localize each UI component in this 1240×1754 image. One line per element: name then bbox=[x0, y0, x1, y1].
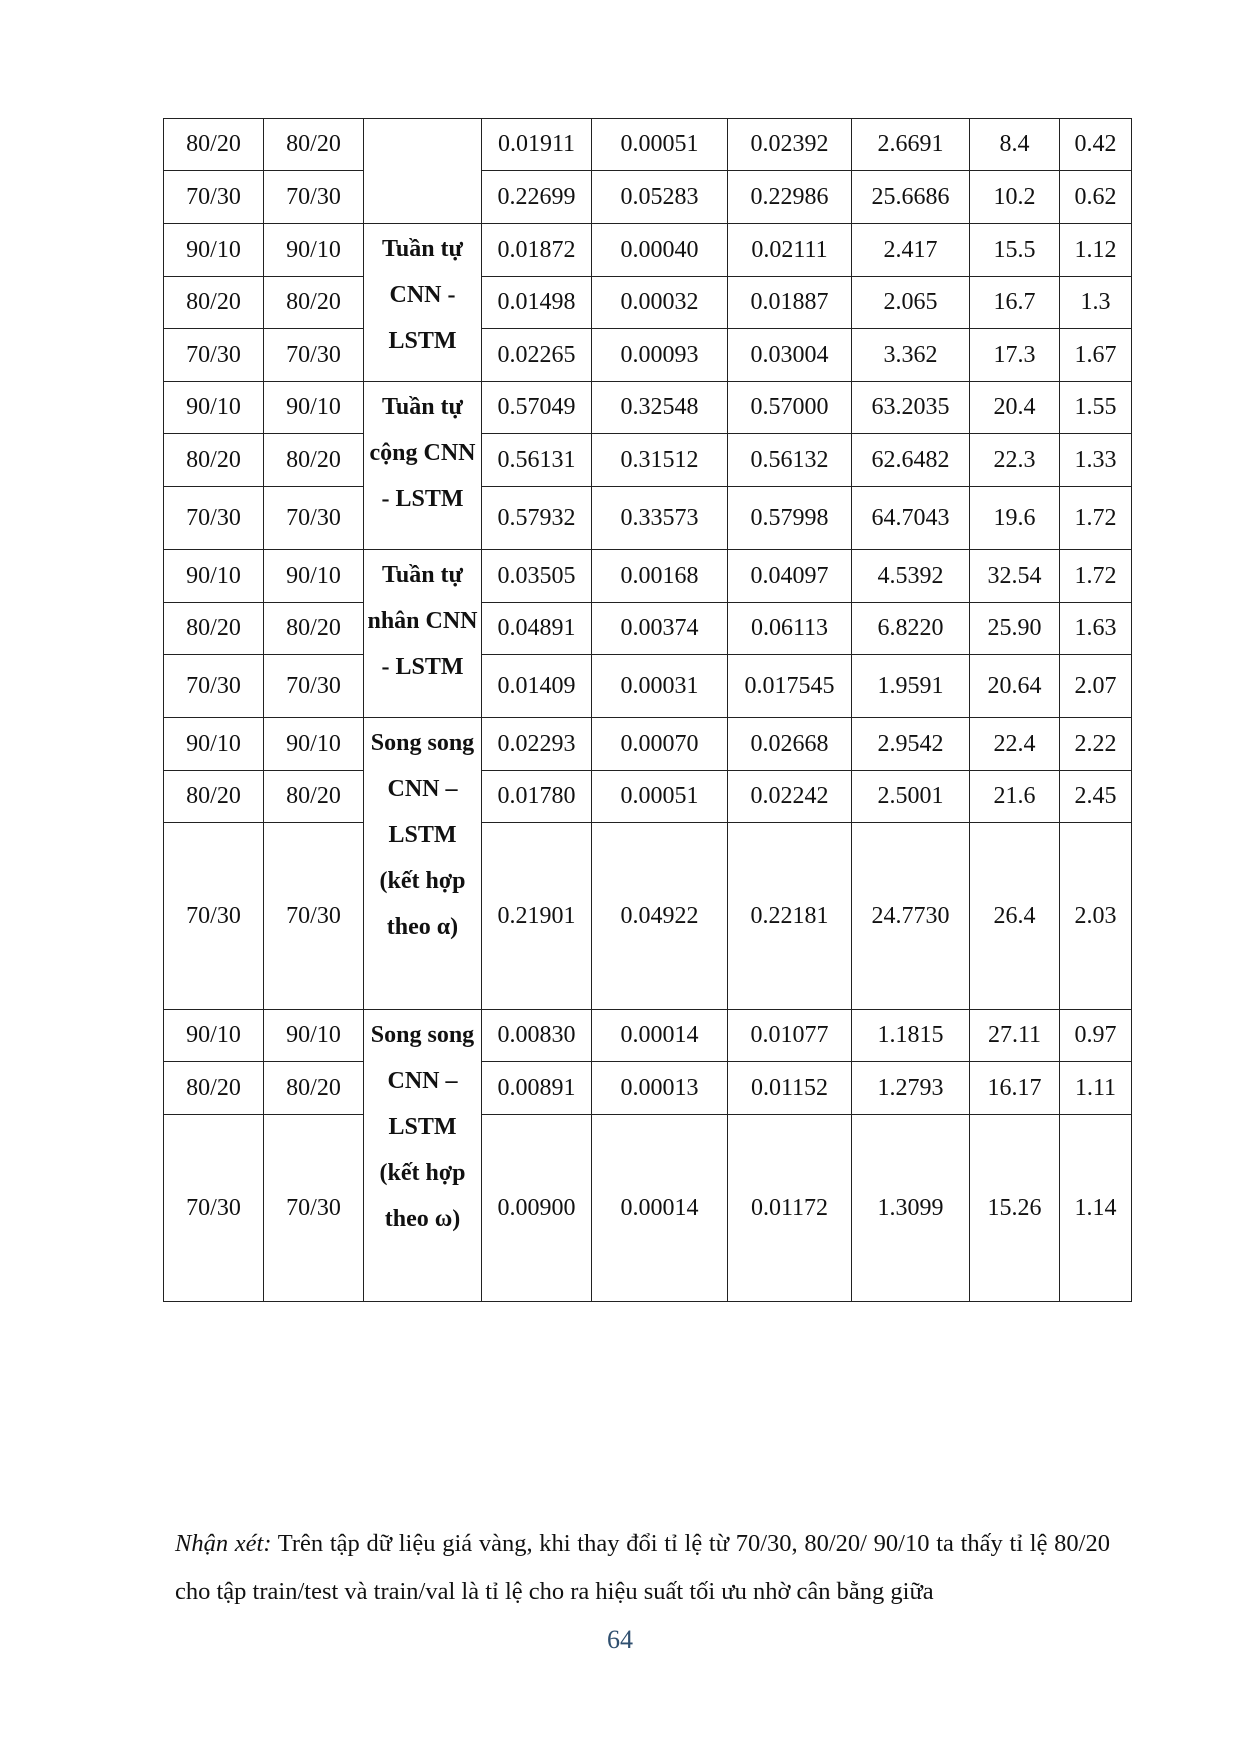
split-train-val-cell: 80/20 bbox=[264, 119, 364, 171]
split-train-test-cell: 80/20 bbox=[164, 119, 264, 171]
metric-value-cell: 1.14 bbox=[1060, 1115, 1132, 1302]
metric-value-cell: 0.57932 bbox=[482, 487, 592, 550]
model-name-cell: Song song CNN – LSTM (kết hợp theo α) bbox=[364, 718, 482, 1010]
commentary-text: Trên tập dữ liệu giá vàng, khi thay đổi tỉ lệ từ 70/30, 80/20/ 90/10 ta thấy tỉ lệ 80/20 cho tập train/test và train/val là tỉ lệ cho ra hiệu suất tối ưu nhờ cân bằng giữa bbox=[175, 1529, 1110, 1605]
metric-value-cell: 2.07 bbox=[1060, 655, 1132, 718]
metric-value-cell: 0.02392 bbox=[728, 119, 852, 171]
metric-value-cell: 0.01872 bbox=[482, 224, 592, 277]
metric-value-cell: 15.5 bbox=[970, 224, 1060, 277]
metric-value-cell: 0.31512 bbox=[592, 434, 728, 487]
metric-value-cell: 0.32548 bbox=[592, 382, 728, 434]
table-row bbox=[164, 718, 1132, 771]
metric-value-cell: 0.01911 bbox=[482, 119, 592, 171]
split-train-val-cell: 70/30 bbox=[264, 823, 364, 1010]
split-train-val-cell: 80/20 bbox=[264, 771, 364, 823]
table-body bbox=[164, 119, 1132, 1302]
split-train-val-cell: 80/20 bbox=[264, 434, 364, 487]
metric-value-cell: 24.7730 bbox=[852, 823, 970, 1010]
metric-value-cell: 0.00014 bbox=[592, 1115, 728, 1302]
metric-value-cell: 0.00168 bbox=[592, 550, 728, 603]
model-name-cell bbox=[364, 119, 482, 224]
split-train-test-cell: 80/20 bbox=[164, 1062, 264, 1115]
table-row bbox=[164, 1010, 1132, 1062]
metric-value-cell: 32.54 bbox=[970, 550, 1060, 603]
metric-value-cell: 0.57049 bbox=[482, 382, 592, 434]
metric-value-cell: 22.4 bbox=[970, 718, 1060, 771]
split-train-test-cell: 70/30 bbox=[164, 487, 264, 550]
metric-value-cell: 0.57000 bbox=[728, 382, 852, 434]
split-train-val-cell: 70/30 bbox=[264, 329, 364, 382]
results-table bbox=[163, 118, 1132, 1302]
table-row bbox=[164, 655, 1132, 718]
metric-value-cell: 0.56132 bbox=[728, 434, 852, 487]
metric-value-cell: 0.00013 bbox=[592, 1062, 728, 1115]
split-train-val-cell: 90/10 bbox=[264, 718, 364, 771]
table-row bbox=[164, 224, 1132, 277]
metric-value-cell: 0.21901 bbox=[482, 823, 592, 1010]
table-row bbox=[164, 434, 1132, 487]
metric-value-cell: 1.3099 bbox=[852, 1115, 970, 1302]
split-train-test-cell: 80/20 bbox=[164, 434, 264, 487]
split-train-test-cell: 80/20 bbox=[164, 603, 264, 655]
metric-value-cell: 6.8220 bbox=[852, 603, 970, 655]
metric-value-cell: 0.03505 bbox=[482, 550, 592, 603]
table-row bbox=[164, 550, 1132, 603]
metric-value-cell: 15.26 bbox=[970, 1115, 1060, 1302]
table-row bbox=[164, 823, 1132, 1010]
metric-value-cell: 0.57998 bbox=[728, 487, 852, 550]
metric-value-cell: 2.9542 bbox=[852, 718, 970, 771]
split-train-test-cell: 90/10 bbox=[164, 718, 264, 771]
metric-value-cell: 0.01172 bbox=[728, 1115, 852, 1302]
split-train-val-cell: 70/30 bbox=[264, 1115, 364, 1302]
split-train-test-cell: 70/30 bbox=[164, 823, 264, 1010]
metric-value-cell: 4.5392 bbox=[852, 550, 970, 603]
metric-value-cell: 0.00040 bbox=[592, 224, 728, 277]
metric-value-cell: 0.00051 bbox=[592, 119, 728, 171]
metric-value-cell: 0.22181 bbox=[728, 823, 852, 1010]
metric-value-cell: 27.11 bbox=[970, 1010, 1060, 1062]
metric-value-cell: 0.00891 bbox=[482, 1062, 592, 1115]
metric-value-cell: 0.017545 bbox=[728, 655, 852, 718]
metric-value-cell: 1.12 bbox=[1060, 224, 1132, 277]
metric-value-cell: 2.45 bbox=[1060, 771, 1132, 823]
metric-value-cell: 1.67 bbox=[1060, 329, 1132, 382]
metric-value-cell: 0.00093 bbox=[592, 329, 728, 382]
metric-value-cell: 22.3 bbox=[970, 434, 1060, 487]
metric-value-cell: 16.7 bbox=[970, 277, 1060, 329]
metric-value-cell: 0.00014 bbox=[592, 1010, 728, 1062]
split-train-test-cell: 70/30 bbox=[164, 329, 264, 382]
table-row bbox=[164, 171, 1132, 224]
page-number: 64 bbox=[607, 1625, 633, 1654]
metric-value-cell: 2.417 bbox=[852, 224, 970, 277]
table-row bbox=[164, 119, 1132, 171]
split-train-val-cell: 90/10 bbox=[264, 550, 364, 603]
metric-value-cell: 1.9591 bbox=[852, 655, 970, 718]
metric-value-cell: 0.04097 bbox=[728, 550, 852, 603]
metric-value-cell: 1.55 bbox=[1060, 382, 1132, 434]
metric-value-cell: 0.04891 bbox=[482, 603, 592, 655]
metric-value-cell: 0.01780 bbox=[482, 771, 592, 823]
metric-value-cell: 0.62 bbox=[1060, 171, 1132, 224]
metric-value-cell: 0.02668 bbox=[728, 718, 852, 771]
table-row bbox=[164, 1115, 1132, 1302]
metric-value-cell: 0.00374 bbox=[592, 603, 728, 655]
metric-value-cell: 0.02111 bbox=[728, 224, 852, 277]
split-train-test-cell: 90/10 bbox=[164, 550, 264, 603]
split-train-test-cell: 90/10 bbox=[164, 1010, 264, 1062]
metric-value-cell: 8.4 bbox=[970, 119, 1060, 171]
metric-value-cell: 2.065 bbox=[852, 277, 970, 329]
metric-value-cell: 0.06113 bbox=[728, 603, 852, 655]
metric-value-cell: 1.11 bbox=[1060, 1062, 1132, 1115]
split-train-test-cell: 70/30 bbox=[164, 655, 264, 718]
metric-value-cell: 0.22699 bbox=[482, 171, 592, 224]
split-train-test-cell: 80/20 bbox=[164, 277, 264, 329]
metric-value-cell: 2.03 bbox=[1060, 823, 1132, 1010]
commentary-paragraph bbox=[175, 1520, 1110, 1616]
metric-value-cell: 0.02293 bbox=[482, 718, 592, 771]
metric-value-cell: 2.22 bbox=[1060, 718, 1132, 771]
split-train-test-cell: 90/10 bbox=[164, 224, 264, 277]
split-train-test-cell: 90/10 bbox=[164, 382, 264, 434]
metric-value-cell: 1.2793 bbox=[852, 1062, 970, 1115]
metric-value-cell: 1.63 bbox=[1060, 603, 1132, 655]
metric-value-cell: 63.2035 bbox=[852, 382, 970, 434]
split-train-test-cell: 80/20 bbox=[164, 771, 264, 823]
metric-value-cell: 0.03004 bbox=[728, 329, 852, 382]
split-train-test-cell: 70/30 bbox=[164, 1115, 264, 1302]
split-train-val-cell: 70/30 bbox=[264, 171, 364, 224]
table-row bbox=[164, 277, 1132, 329]
metric-value-cell: 0.05283 bbox=[592, 171, 728, 224]
metric-value-cell: 0.42 bbox=[1060, 119, 1132, 171]
metric-value-cell: 2.6691 bbox=[852, 119, 970, 171]
commentary-label: Nhận xét: bbox=[175, 1529, 272, 1557]
metric-value-cell: 2.5001 bbox=[852, 771, 970, 823]
split-train-val-cell: 90/10 bbox=[264, 1010, 364, 1062]
metric-value-cell: 1.1815 bbox=[852, 1010, 970, 1062]
metric-value-cell: 0.01409 bbox=[482, 655, 592, 718]
metric-value-cell: 1.3 bbox=[1060, 277, 1132, 329]
model-name-cell: Tuần tự cộng CNN - LSTM bbox=[364, 382, 482, 550]
metric-value-cell: 25.90 bbox=[970, 603, 1060, 655]
metric-value-cell: 0.00032 bbox=[592, 277, 728, 329]
metric-value-cell: 0.56131 bbox=[482, 434, 592, 487]
table-row bbox=[164, 487, 1132, 550]
model-name-cell: Tuần tự CNN - LSTM bbox=[364, 224, 482, 382]
metric-value-cell: 0.01152 bbox=[728, 1062, 852, 1115]
model-name-cell: Song song CNN – LSTM (kết hợp theo ω) bbox=[364, 1010, 482, 1302]
metric-value-cell: 0.01077 bbox=[728, 1010, 852, 1062]
metric-value-cell: 21.6 bbox=[970, 771, 1060, 823]
split-train-val-cell: 80/20 bbox=[264, 603, 364, 655]
metric-value-cell: 0.01887 bbox=[728, 277, 852, 329]
metric-value-cell: 0.04922 bbox=[592, 823, 728, 1010]
table-row bbox=[164, 1062, 1132, 1115]
metric-value-cell: 10.2 bbox=[970, 171, 1060, 224]
table-row bbox=[164, 603, 1132, 655]
metric-value-cell: 0.00070 bbox=[592, 718, 728, 771]
metric-value-cell: 62.6482 bbox=[852, 434, 970, 487]
metric-value-cell: 3.362 bbox=[852, 329, 970, 382]
metric-value-cell: 0.97 bbox=[1060, 1010, 1132, 1062]
metric-value-cell: 0.33573 bbox=[592, 487, 728, 550]
metric-value-cell: 1.72 bbox=[1060, 550, 1132, 603]
metric-value-cell: 0.00051 bbox=[592, 771, 728, 823]
metric-value-cell: 0.00830 bbox=[482, 1010, 592, 1062]
metric-value-cell: 0.00031 bbox=[592, 655, 728, 718]
split-train-val-cell: 90/10 bbox=[264, 224, 364, 277]
split-train-val-cell: 90/10 bbox=[264, 382, 364, 434]
metric-value-cell: 16.17 bbox=[970, 1062, 1060, 1115]
metric-value-cell: 25.6686 bbox=[852, 171, 970, 224]
table-row bbox=[164, 771, 1132, 823]
metric-value-cell: 1.33 bbox=[1060, 434, 1132, 487]
metric-value-cell: 20.4 bbox=[970, 382, 1060, 434]
split-train-val-cell: 80/20 bbox=[264, 1062, 364, 1115]
metric-value-cell: 0.22986 bbox=[728, 171, 852, 224]
split-train-val-cell: 70/30 bbox=[264, 655, 364, 718]
metric-value-cell: 19.6 bbox=[970, 487, 1060, 550]
metric-value-cell: 17.3 bbox=[970, 329, 1060, 382]
split-train-test-cell: 70/30 bbox=[164, 171, 264, 224]
split-train-val-cell: 80/20 bbox=[264, 277, 364, 329]
metric-value-cell: 0.01498 bbox=[482, 277, 592, 329]
table-row bbox=[164, 382, 1132, 434]
metric-value-cell: 64.7043 bbox=[852, 487, 970, 550]
metric-value-cell: 0.02242 bbox=[728, 771, 852, 823]
metric-value-cell: 20.64 bbox=[970, 655, 1060, 718]
metric-value-cell: 0.02265 bbox=[482, 329, 592, 382]
model-name-cell: Tuần tự nhân CNN - LSTM bbox=[364, 550, 482, 718]
metric-value-cell: 26.4 bbox=[970, 823, 1060, 1010]
metric-value-cell: 0.00900 bbox=[482, 1115, 592, 1302]
table-row bbox=[164, 329, 1132, 382]
metric-value-cell: 1.72 bbox=[1060, 487, 1132, 550]
split-train-val-cell: 70/30 bbox=[264, 487, 364, 550]
